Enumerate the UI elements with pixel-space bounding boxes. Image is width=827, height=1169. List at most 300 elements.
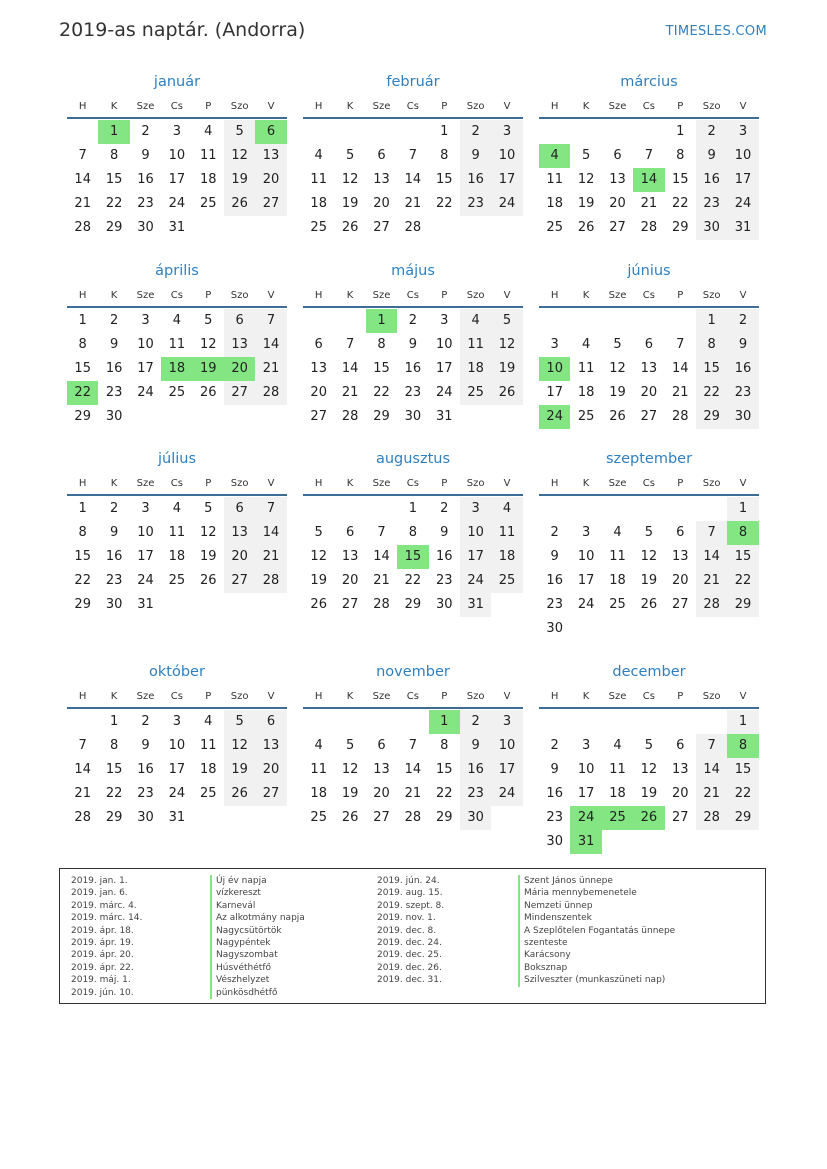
day-cell[interactable]: 24 <box>727 192 758 216</box>
day-cell[interactable]: 23 <box>460 782 491 806</box>
day-cell[interactable]: 10 <box>435 337 453 352</box>
day-cell[interactable]: 6 <box>224 497 255 521</box>
day-cell[interactable]: 21 <box>255 357 286 381</box>
day-cell[interactable]: 13 <box>640 361 658 376</box>
day-cell[interactable]: 21 <box>255 545 286 569</box>
day-cell[interactable]: 17 <box>137 549 154 564</box>
day-cell[interactable]: 23 <box>404 385 422 400</box>
day-cell[interactable]: 26 <box>577 220 595 235</box>
day-cell[interactable]: 4 <box>581 337 591 352</box>
day-cell[interactable]: 4 <box>613 525 622 540</box>
day-cell[interactable]: 5 <box>224 710 255 734</box>
day-cell[interactable]: 3 <box>491 120 522 144</box>
day-cell[interactable]: 11 <box>546 172 563 187</box>
day-cell[interactable]: 14 <box>404 762 422 777</box>
day-cell[interactable]: 20 <box>224 545 255 569</box>
day-cell[interactable]: 15 <box>696 357 727 381</box>
day-cell[interactable]: 3 <box>550 337 559 352</box>
day-cell[interactable]: 28 <box>696 806 727 830</box>
day-cell[interactable]: 22 <box>727 569 758 593</box>
day-cell[interactable]: 23 <box>546 597 563 612</box>
day-cell[interactable]: 22 <box>105 786 123 801</box>
day-cell[interactable]: 2 <box>141 714 150 729</box>
day-cell[interactable]: 16 <box>105 549 123 564</box>
day-cell[interactable]: 3 <box>581 738 591 753</box>
day-cell[interactable]: 23 <box>105 385 123 400</box>
day-cell[interactable]: 4 <box>460 309 491 333</box>
day-cell[interactable]: 9 <box>550 762 559 777</box>
day-cell[interactable]: 25 <box>609 597 626 612</box>
day-cell[interactable]: 18 <box>546 196 563 211</box>
day-cell[interactable]: 14 <box>255 333 286 357</box>
day-cell[interactable]: 30 <box>696 216 727 240</box>
day-cell[interactable]: 18 <box>161 357 192 381</box>
day-cell[interactable]: 2 <box>408 313 417 328</box>
day-cell[interactable]: 26 <box>224 192 255 216</box>
day-cell[interactable]: 6 <box>644 337 653 352</box>
day-cell[interactable]: 24 <box>137 385 154 400</box>
day-cell[interactable]: 22 <box>696 381 727 405</box>
brand-link[interactable]: TIMESLES.COM <box>665 24 767 39</box>
day-cell[interactable]: 2 <box>696 120 727 144</box>
day-cell[interactable]: 7 <box>696 521 727 545</box>
day-cell[interactable]: 13 <box>224 333 255 357</box>
day-cell[interactable]: 8 <box>408 525 417 540</box>
day-cell[interactable]: 1 <box>440 124 449 139</box>
day-cell[interactable]: 10 <box>577 549 595 564</box>
day-cell[interactable]: 20 <box>671 573 689 588</box>
day-cell[interactable]: 28 <box>255 381 286 405</box>
day-cell[interactable]: 26 <box>609 409 626 424</box>
day-cell[interactable]: 31 <box>435 409 453 424</box>
day-cell[interactable]: 15 <box>74 549 91 564</box>
day-cell[interactable]: 10 <box>168 148 186 163</box>
day-cell[interactable]: 23 <box>435 573 453 588</box>
day-cell[interactable]: 12 <box>341 762 359 777</box>
day-cell[interactable]: 27 <box>224 569 255 593</box>
day-cell[interactable]: 21 <box>74 786 91 801</box>
day-cell[interactable]: 12 <box>199 525 217 540</box>
day-cell[interactable]: 8 <box>696 333 727 357</box>
day-cell[interactable]: 31 <box>570 830 601 854</box>
day-cell[interactable]: 2 <box>460 120 491 144</box>
day-cell[interactable]: 29 <box>74 597 91 612</box>
day-cell[interactable]: 19 <box>640 573 658 588</box>
day-cell[interactable]: 28 <box>696 593 727 617</box>
day-cell[interactable]: 26 <box>633 806 664 830</box>
day-cell[interactable]: 14 <box>74 172 91 187</box>
day-cell[interactable]: 8 <box>676 148 685 163</box>
day-cell[interactable]: 6 <box>314 337 323 352</box>
day-cell[interactable]: 3 <box>172 714 181 729</box>
day-cell[interactable]: 18 <box>310 196 327 211</box>
day-cell[interactable]: 23 <box>460 192 491 216</box>
day-cell[interactable]: 5 <box>345 148 355 163</box>
day-cell[interactable]: 6 <box>224 309 255 333</box>
day-cell[interactable]: 3 <box>141 313 150 328</box>
day-cell[interactable]: 21 <box>341 385 359 400</box>
day-cell[interactable]: 24 <box>491 192 522 216</box>
day-cell[interactable]: 19 <box>609 385 626 400</box>
day-cell[interactable]: 18 <box>168 549 186 564</box>
day-cell[interactable]: 18 <box>609 573 626 588</box>
day-cell[interactable]: 22 <box>105 196 123 211</box>
day-cell[interactable]: 28 <box>671 409 689 424</box>
day-cell[interactable]: 25 <box>491 569 522 593</box>
day-cell[interactable]: 17 <box>727 168 758 192</box>
day-cell[interactable]: 27 <box>671 810 689 825</box>
day-cell[interactable]: 1 <box>727 497 758 521</box>
day-cell[interactable]: 15 <box>74 361 91 376</box>
day-cell[interactable]: 31 <box>727 216 758 240</box>
day-cell[interactable]: 19 <box>341 196 359 211</box>
day-cell[interactable]: 18 <box>199 762 217 777</box>
day-cell[interactable]: 6 <box>345 525 355 540</box>
day-cell[interactable]: 29 <box>404 597 422 612</box>
day-cell[interactable]: 3 <box>141 501 150 516</box>
day-cell[interactable]: 14 <box>696 545 727 569</box>
day-cell[interactable]: 16 <box>137 172 154 187</box>
day-cell[interactable]: 30 <box>105 409 123 424</box>
day-cell[interactable]: 20 <box>671 786 689 801</box>
day-cell[interactable]: 13 <box>341 549 359 564</box>
day-cell[interactable]: 6 <box>676 738 685 753</box>
day-cell[interactable]: 12 <box>640 762 658 777</box>
day-cell[interactable]: 26 <box>640 597 658 612</box>
day-cell[interactable]: 20 <box>609 196 626 211</box>
day-cell[interactable]: 4 <box>172 313 181 328</box>
day-cell[interactable]: 24 <box>491 782 522 806</box>
day-cell[interactable]: 28 <box>74 220 91 235</box>
day-cell[interactable]: 16 <box>727 357 758 381</box>
day-cell[interactable]: 11 <box>609 549 626 564</box>
day-cell[interactable]: 1 <box>78 501 87 516</box>
day-cell[interactable]: 7 <box>408 738 417 753</box>
day-cell[interactable]: 3 <box>491 710 522 734</box>
day-cell[interactable]: 11 <box>491 521 522 545</box>
day-cell[interactable]: 7 <box>78 148 87 163</box>
day-cell[interactable]: 8 <box>109 738 119 753</box>
day-cell[interactable]: 6 <box>255 120 286 144</box>
day-cell[interactable]: 30 <box>105 597 123 612</box>
day-cell[interactable]: 8 <box>727 521 758 545</box>
day-cell[interactable]: 19 <box>199 549 217 564</box>
day-cell[interactable]: 10 <box>727 144 758 168</box>
day-cell[interactable]: 1 <box>408 501 417 516</box>
day-cell[interactable]: 17 <box>577 573 595 588</box>
day-cell[interactable]: 11 <box>577 361 595 376</box>
day-cell[interactable]: 18 <box>577 385 595 400</box>
day-cell[interactable]: 23 <box>105 573 123 588</box>
day-cell[interactable]: 13 <box>373 172 390 187</box>
day-cell[interactable]: 27 <box>255 782 286 806</box>
day-cell[interactable]: 13 <box>224 521 255 545</box>
day-cell[interactable]: 18 <box>199 172 217 187</box>
day-cell[interactable]: 1 <box>78 313 87 328</box>
day-cell[interactable]: 12 <box>609 361 626 376</box>
day-cell[interactable]: 16 <box>137 762 154 777</box>
day-cell[interactable]: 15 <box>105 172 123 187</box>
day-cell[interactable]: 31 <box>168 810 186 825</box>
day-cell[interactable]: 31 <box>137 597 154 612</box>
day-cell[interactable]: 2 <box>550 738 559 753</box>
day-cell[interactable]: 7 <box>676 337 685 352</box>
day-cell[interactable]: 4 <box>204 124 213 139</box>
day-cell[interactable]: 7 <box>255 309 286 333</box>
day-cell[interactable]: 30 <box>546 621 563 636</box>
day-cell[interactable]: 14 <box>633 168 664 192</box>
day-cell[interactable]: 19 <box>224 168 255 192</box>
day-cell[interactable]: 16 <box>105 361 123 376</box>
day-cell[interactable]: 16 <box>460 168 491 192</box>
day-cell[interactable]: 8 <box>377 337 386 352</box>
day-cell[interactable]: 25 <box>199 196 217 211</box>
day-cell[interactable]: 27 <box>373 220 390 235</box>
day-cell[interactable]: 14 <box>341 361 359 376</box>
day-cell[interactable]: 2 <box>109 501 119 516</box>
day-cell[interactable]: 16 <box>546 786 563 801</box>
day-cell[interactable]: 8 <box>109 148 119 163</box>
day-cell[interactable]: 14 <box>74 762 91 777</box>
day-cell[interactable]: 23 <box>546 810 563 825</box>
day-cell[interactable]: 16 <box>460 758 491 782</box>
day-cell[interactable]: 28 <box>404 810 422 825</box>
day-cell[interactable]: 21 <box>404 196 422 211</box>
day-cell[interactable]: 24 <box>539 405 570 429</box>
day-cell[interactable]: 17 <box>491 758 522 782</box>
day-cell[interactable]: 5 <box>644 525 653 540</box>
day-cell[interactable]: 13 <box>310 361 327 376</box>
day-cell[interactable]: 24 <box>577 597 595 612</box>
day-cell[interactable]: 29 <box>373 409 390 424</box>
day-cell[interactable]: 21 <box>696 569 727 593</box>
day-cell[interactable]: 21 <box>696 782 727 806</box>
day-cell[interactable]: 25 <box>310 810 327 825</box>
day-cell[interactable]: 19 <box>224 758 255 782</box>
day-cell[interactable]: 30 <box>404 409 422 424</box>
day-cell[interactable]: 15 <box>727 758 758 782</box>
day-cell[interactable]: 11 <box>168 337 186 352</box>
day-cell[interactable]: 14 <box>696 758 727 782</box>
day-cell[interactable]: 30 <box>435 597 453 612</box>
day-cell[interactable]: 7 <box>696 734 727 758</box>
day-cell[interactable]: 12 <box>310 549 327 564</box>
day-cell[interactable]: 30 <box>137 810 154 825</box>
day-cell[interactable]: 18 <box>460 357 491 381</box>
day-cell[interactable]: 20 <box>255 758 286 782</box>
day-cell[interactable]: 27 <box>671 597 689 612</box>
day-cell[interactable]: 6 <box>613 148 622 163</box>
day-cell[interactable]: 1 <box>429 710 460 734</box>
day-cell[interactable]: 10 <box>491 734 522 758</box>
day-cell[interactable]: 17 <box>168 172 186 187</box>
day-cell[interactable]: 15 <box>435 172 453 187</box>
day-cell[interactable]: 3 <box>440 313 449 328</box>
day-cell[interactable]: 5 <box>204 313 213 328</box>
day-cell[interactable]: 23 <box>727 381 758 405</box>
day-cell[interactable]: 17 <box>435 361 453 376</box>
day-cell[interactable]: 19 <box>577 196 595 211</box>
day-cell[interactable]: 10 <box>137 337 154 352</box>
day-cell[interactable]: 29 <box>105 220 123 235</box>
day-cell[interactable]: 17 <box>137 361 154 376</box>
day-cell[interactable]: 11 <box>199 148 217 163</box>
day-cell[interactable]: 14 <box>255 521 286 545</box>
day-cell[interactable]: 9 <box>109 525 119 540</box>
day-cell[interactable]: 20 <box>373 786 390 801</box>
day-cell[interactable]: 3 <box>460 497 491 521</box>
day-cell[interactable]: 29 <box>727 806 758 830</box>
day-cell[interactable]: 17 <box>168 762 186 777</box>
day-cell[interactable]: 5 <box>345 738 355 753</box>
day-cell[interactable]: 25 <box>546 220 563 235</box>
day-cell[interactable]: 21 <box>373 573 390 588</box>
day-cell[interactable]: 9 <box>460 144 491 168</box>
day-cell[interactable]: 8 <box>78 525 87 540</box>
day-cell[interactable]: 11 <box>310 172 327 187</box>
day-cell[interactable]: 6 <box>255 710 286 734</box>
day-cell[interactable]: 24 <box>168 786 186 801</box>
day-cell[interactable]: 31 <box>460 593 491 617</box>
day-cell[interactable]: 29 <box>105 810 123 825</box>
day-cell[interactable]: 6 <box>377 148 386 163</box>
day-cell[interactable]: 19 <box>310 573 327 588</box>
day-cell[interactable]: 5 <box>314 525 323 540</box>
day-cell[interactable]: 24 <box>168 196 186 211</box>
day-cell[interactable]: 28 <box>404 220 422 235</box>
day-cell[interactable]: 10 <box>539 357 570 381</box>
day-cell[interactable]: 13 <box>255 144 286 168</box>
day-cell[interactable]: 1 <box>696 309 727 333</box>
day-cell[interactable]: 22 <box>74 573 91 588</box>
day-cell[interactable]: 15 <box>105 762 123 777</box>
day-cell[interactable]: 16 <box>435 549 453 564</box>
day-cell[interactable]: 7 <box>255 497 286 521</box>
day-cell[interactable]: 20 <box>341 573 359 588</box>
day-cell[interactable]: 25 <box>168 573 186 588</box>
day-cell[interactable]: 4 <box>491 497 522 521</box>
day-cell[interactable]: 15 <box>671 172 689 187</box>
day-cell[interactable]: 13 <box>373 762 390 777</box>
day-cell[interactable]: 20 <box>373 196 390 211</box>
day-cell[interactable]: 12 <box>341 172 359 187</box>
day-cell[interactable]: 9 <box>696 144 727 168</box>
day-cell[interactable]: 3 <box>727 120 758 144</box>
day-cell[interactable]: 21 <box>404 786 422 801</box>
day-cell[interactable]: 2 <box>550 525 559 540</box>
day-cell[interactable]: 23 <box>696 192 727 216</box>
day-cell[interactable]: 12 <box>224 734 255 758</box>
day-cell[interactable]: 24 <box>570 806 601 830</box>
day-cell[interactable]: 19 <box>341 786 359 801</box>
day-cell[interactable]: 20 <box>224 357 255 381</box>
day-cell[interactable]: 2 <box>141 124 150 139</box>
day-cell[interactable]: 21 <box>671 385 689 400</box>
day-cell[interactable]: 27 <box>609 220 626 235</box>
day-cell[interactable]: 9 <box>141 738 150 753</box>
day-cell[interactable]: 12 <box>199 337 217 352</box>
day-cell[interactable]: 4 <box>314 738 323 753</box>
day-cell[interactable]: 19 <box>640 786 658 801</box>
day-cell[interactable]: 25 <box>310 220 327 235</box>
day-cell[interactable]: 28 <box>640 220 658 235</box>
day-cell[interactable]: 22 <box>67 381 98 405</box>
day-cell[interactable]: 29 <box>727 593 758 617</box>
day-cell[interactable]: 22 <box>435 196 453 211</box>
day-cell[interactable]: 15 <box>435 762 453 777</box>
day-cell[interactable]: 9 <box>141 148 150 163</box>
day-cell[interactable]: 22 <box>435 786 453 801</box>
day-cell[interactable]: 11 <box>310 762 327 777</box>
day-cell[interactable]: 12 <box>577 172 595 187</box>
day-cell[interactable]: 15 <box>373 361 390 376</box>
day-cell[interactable]: 15 <box>727 545 758 569</box>
day-cell[interactable]: 3 <box>581 525 591 540</box>
day-cell[interactable]: 7 <box>644 148 653 163</box>
day-cell[interactable]: 9 <box>109 337 119 352</box>
day-cell[interactable]: 7 <box>345 337 355 352</box>
day-cell[interactable]: 17 <box>460 545 491 569</box>
day-cell[interactable]: 5 <box>204 501 213 516</box>
day-cell[interactable]: 5 <box>224 120 255 144</box>
day-cell[interactable]: 17 <box>577 786 595 801</box>
day-cell[interactable]: 11 <box>609 762 626 777</box>
day-cell[interactable]: 27 <box>224 381 255 405</box>
day-cell[interactable]: 4 <box>539 144 570 168</box>
day-cell[interactable]: 27 <box>640 409 658 424</box>
day-cell[interactable]: 25 <box>602 806 633 830</box>
day-cell[interactable]: 22 <box>671 196 689 211</box>
day-cell[interactable]: 25 <box>199 786 217 801</box>
day-cell[interactable]: 6 <box>377 738 386 753</box>
day-cell[interactable]: 28 <box>255 569 286 593</box>
day-cell[interactable]: 20 <box>310 385 327 400</box>
day-cell[interactable]: 4 <box>204 714 213 729</box>
day-cell[interactable]: 26 <box>491 381 522 405</box>
day-cell[interactable]: 13 <box>255 734 286 758</box>
day-cell[interactable]: 18 <box>491 545 522 569</box>
day-cell[interactable]: 10 <box>491 144 522 168</box>
day-cell[interactable]: 22 <box>727 782 758 806</box>
day-cell[interactable]: 24 <box>435 385 453 400</box>
day-cell[interactable]: 28 <box>373 597 390 612</box>
day-cell[interactable]: 1 <box>727 710 758 734</box>
day-cell[interactable]: 12 <box>640 549 658 564</box>
day-cell[interactable]: 7 <box>377 525 386 540</box>
day-cell[interactable]: 30 <box>546 834 563 849</box>
day-cell[interactable]: 17 <box>491 168 522 192</box>
day-cell[interactable]: 2 <box>727 309 758 333</box>
day-cell[interactable]: 24 <box>460 569 491 593</box>
day-cell[interactable]: 8 <box>440 738 449 753</box>
day-cell[interactable]: 29 <box>671 220 689 235</box>
day-cell[interactable]: 14 <box>671 361 689 376</box>
day-cell[interactable]: 7 <box>78 738 87 753</box>
day-cell[interactable]: 21 <box>74 196 91 211</box>
day-cell[interactable]: 5 <box>491 309 522 333</box>
day-cell[interactable]: 16 <box>404 361 422 376</box>
day-cell[interactable]: 4 <box>314 148 323 163</box>
day-cell[interactable]: 17 <box>546 385 563 400</box>
day-cell[interactable]: 2 <box>109 313 119 328</box>
day-cell[interactable]: 10 <box>577 762 595 777</box>
day-cell[interactable]: 1 <box>366 309 397 333</box>
day-cell[interactable]: 29 <box>696 405 727 429</box>
day-cell[interactable]: 11 <box>168 525 186 540</box>
day-cell[interactable]: 23 <box>137 196 154 211</box>
day-cell[interactable]: 27 <box>255 192 286 216</box>
day-cell[interactable]: 10 <box>168 738 186 753</box>
